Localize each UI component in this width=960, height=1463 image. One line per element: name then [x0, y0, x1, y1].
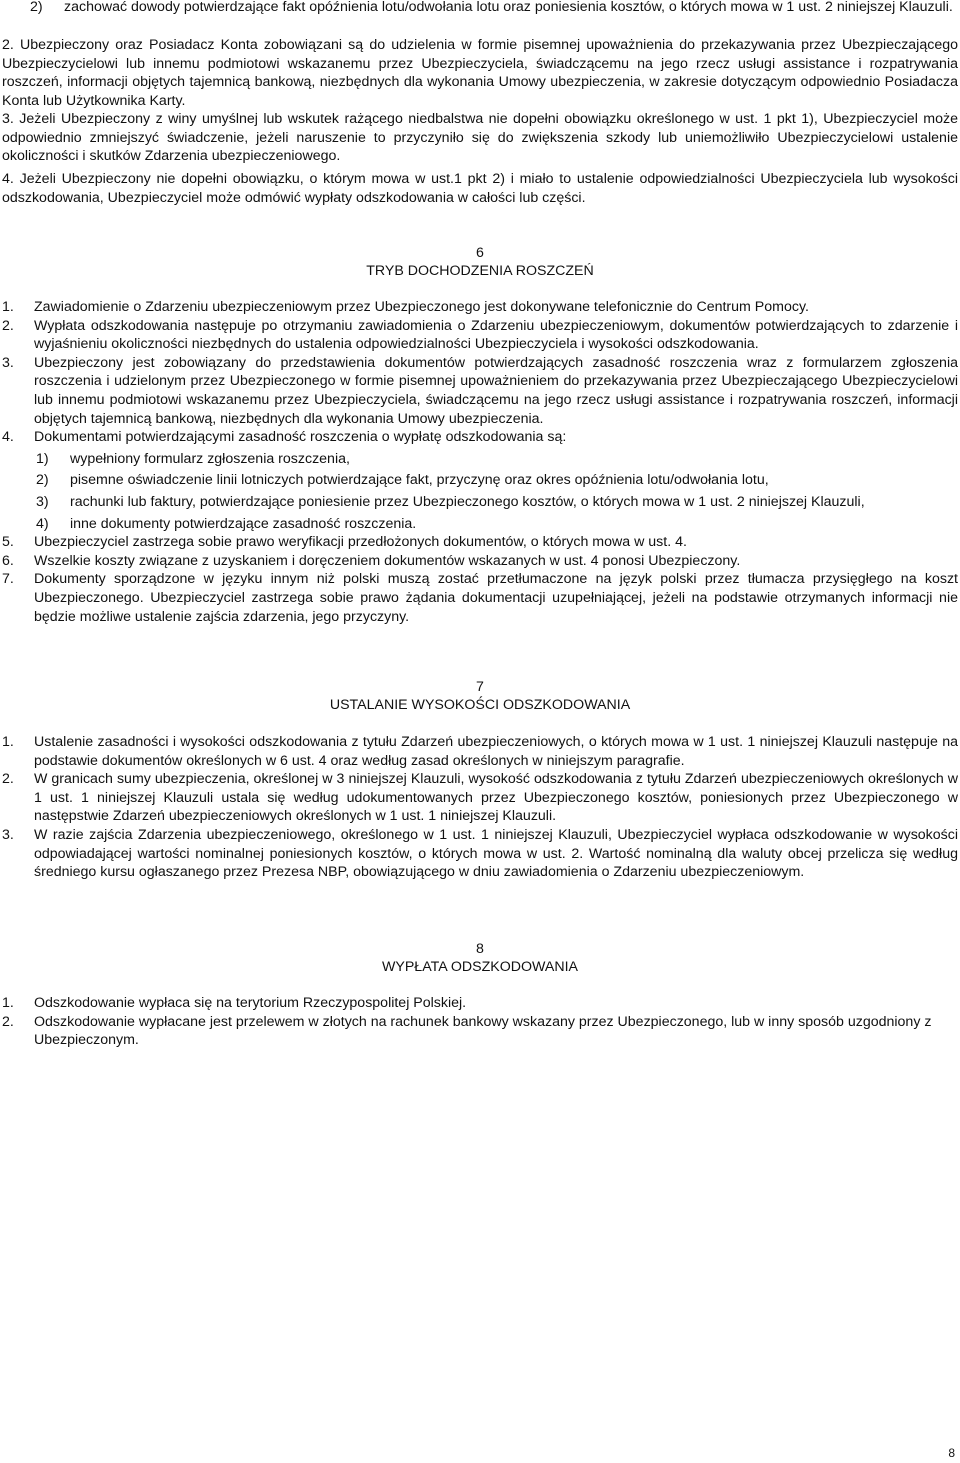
item-number: 1. [2, 734, 14, 750]
item-text: inne dokumenty potwierdzające zasadność roszczenia. [70, 515, 417, 532]
list-item [2, 733, 958, 770]
item-number: 7. [2, 571, 14, 588]
item-number: 6. [2, 552, 14, 569]
item-text: Ubezpieczyciel zastrzega sobie prawo weryfikacji przedłożonych dokumentów, o których mowa w ust. 4. [34, 534, 687, 551]
item-text: Odszkodowanie wypłacane jest przelewem w złotych na rachunek bankowy wskazany przez Ubezpieczonego, lub w inny sposób uzgodniony z Ubezpieczonym. [34, 1013, 932, 1049]
list-item [2, 298, 958, 317]
list-item [2, 428, 958, 447]
item-text: Zawiadomienie o Zdarzeniu ubezpieczeniowym przez Ubezpieczonego jest dokonywane telefonicznie do Centrum Pomocy. [34, 299, 809, 315]
paragraph-3: 3. Jeżeli Ubezpieczony z winy umyślnej lub wskutek rażącego niedbalstwa nie dopełni obowiązku określonego w ust. 1 pkt 1), Ubezpieczyciel może odpowiednio zmniejszyć świadczenie, jeżeli naruszenie to przyczyniło się do zwiększenia szkody lub uniemożliwiło Ubezpieczycielowi ustalenie okoliczności i skutków Zdarzenia ubezpieczeniowego. [2, 111, 958, 165]
item-text: Dokumentami potwierdzającymi zasadność roszczenia o wypłatę odszkodowania są: [34, 429, 567, 446]
sub-list-item [2, 493, 958, 512]
list-item [2, 994, 958, 1013]
item-text: W razie zajścia Zdarzenia ubezpieczeniowego, określonego w 1 ust. 1 niniejszej Klauzuli, Ubezpieczyciel wypłaca odszkodowanie w wysokości odpowiadającej wartości nominalnej poniesionych kosztów, o których mowa w ust. 2. Wartość nominalną dla waluty obcej przelicza się według średniego kursu ogłaszanego przez Prezesa NBP, obowiązującego w dniu zawiadomienia o Zdarzeniu ubezpieczeniowym. [34, 826, 958, 881]
item-number: 4) [36, 515, 49, 532]
list-item [2, 354, 958, 428]
sub-list-item [2, 450, 958, 469]
section-6-title: TRYB DOCHODZENIA ROSZCZEŃ [366, 263, 594, 279]
list-item [2, 770, 958, 826]
list-item [2, 552, 958, 571]
item-number: 2. [2, 1013, 14, 1030]
section-7-title: USTALANIE WYSOKOŚCI ODSZKODOWANIA [329, 697, 631, 713]
item-number: 2) [30, 0, 43, 15]
item-number: 2) [36, 472, 49, 489]
item-text: Odszkodowanie wypłaca się na terytorium Rzeczypospolitej Polskiej. [34, 995, 467, 1011]
item-number: 3. [2, 826, 14, 843]
section-7-list [2, 733, 958, 882]
item-2-continuation [30, 0, 958, 17]
item-text: W granicach sumy ubezpieczenia, określonej w 3 niniejszej Klauzuli, wysokość odszkodowania z tytułu Zdarzeń ubezpieczeniowych określonych w 1 ust. 1 niniejszej Klauzuli ustala się według udokumentowanych przez Ubezpieczonego kosztów, poniesionych przez Ubezpieczonego w następstwie Zdarzeń ubezpieczeniowych określonych w 1 ust. 1 niniejszej Klauzuli. [34, 771, 958, 825]
item-text: wypełniony formularz zgłoszenia roszczenia, [70, 450, 350, 467]
list-item [2, 533, 958, 552]
page-number: 8 [948, 1446, 955, 1460]
item-number: 1) [36, 450, 49, 467]
item-text: zachować dowody potwierdzające fakt opóźnienia lotu/odwołania lotu oraz poniesienia kosztów, o których mowa w 1 ust. 2 niniejszej Klauzuli. [64, 0, 953, 15]
section-8-number: 8 [476, 941, 484, 957]
item-number: 2. [2, 317, 14, 334]
item-number: 1. [2, 299, 14, 315]
item-text: pisemne oświadczenie linii lotniczych potwierdzające fakt, przyczynę oraz okres opóźnienia lotu/odwołania lotu, [70, 472, 769, 489]
item-number: 3) [36, 493, 49, 510]
list-item [2, 317, 958, 354]
item-text: Ustalenie zasadności i wysokości odszkodowania z tytułu Zdarzeń ubezpieczeniowych, o których mowa w 1 ust. 1 niniejszej Klauzuli następuje na podstawie dokumentów określonych w 6 ust. 4 oraz według zasad określonych w niniejszym paragrafie. [34, 734, 958, 769]
section-8-title: WYPŁATA ODSZKODOWANIA [381, 959, 579, 975]
list-item [2, 570, 958, 626]
item-number: 4. [2, 429, 14, 446]
paragraph-2: 2. Ubezpieczony oraz Posiadacz Konta zobowiązani są do udzielenia w formie pisemnej upoważnienia do przekazywania przez Ubezpieczającego Ubezpieczycielowi lub innemu podmiotowi wskazanemu przez Ubezpieczyciela, świadczącemu na jego rzecz usługi assistance i rozpatrywania roszczeń, informacji objętych tajemnicą bankową, niezbędnych dla wykonania Umowy ubezpieczenia, w zakresie dotyczącym odpowiednio Posiadacza Konta lub Użytkownika Karty. [2, 37, 958, 109]
item-number: 5. [2, 534, 14, 551]
item-text: Wszelkie koszty związane z uzyskaniem i doręczeniem dokumentów wskazanych w ust. 4 ponosi Ubezpieczony. [34, 552, 741, 569]
item-number: 1. [2, 995, 14, 1011]
item-text: rachunki lub faktury, potwierdzające poniesienie przez Ubezpieczonego kosztów, o których mowa w 1 ust. 2 niniejszej Klauzuli, [70, 493, 865, 510]
section-6-number: 6 [476, 245, 484, 261]
item-number: 2. [2, 771, 14, 788]
item-text: Ubezpieczony jest zobowiązany do przedstawienia dokumentów potwierdzających zasadność roszczenia wraz z formularzem zgłoszenia roszczenia i udzielonym przez Ubezpieczonego w formie pisemnej upoważnieniem do przekazywania przez Ubezpieczającego Ubezpieczycielowi lub innemu podmiotowi wskazanemu przez Ubezpieczyciela, świadczącemu na jego rzecz usługi assistance i rozpatrywania roszczeń, informacji objętych tajemnicą bankową, niezbędnych dla wykonania Umowy ubezpieczenia. [34, 354, 958, 427]
paragraph-4: 4. Jeżeli Ubezpieczony nie dopełni obowiązku, o którym mowa w ust.1 pkt 2) i miało to ustalenie odpowiedzialności Ubezpieczyciela lub wysokości odszkodowania, Ubezpieczyciel może odmówić wypłaty odszkodowania w całości lub części. [2, 171, 958, 206]
section-7-number: 7 [476, 679, 484, 695]
item-text: Wypłata odszkodowania następuje po otrzymaniu zawiadomienia o Zdarzeniu ubezpieczeniowym, dokumentów potwierdzających to zdarzenie i wyjaśnieniu okoliczności niezbędnych do ustalenia odpowiedzialności Ubezpieczyciela i wysokości odszkodowania. [34, 317, 958, 353]
item-text: Dokumenty sporządzone w języku innym niż polski muszą zostać przetłumaczone na język polski przez tłumacza przysięgłego na koszt Ubezpieczonego. Ubezpieczyciel zastrzega sobie prawo żądania dokumentacji uzupełniającej, jeżeli na podstawie otrzymanych informacji nie będzie możliwe ustalenie zajścia zdarzenia, jego przyczyny. [34, 571, 958, 625]
section-8-list [2, 994, 958, 1050]
sub-list-item [2, 515, 958, 534]
item-number: 3. [2, 354, 14, 371]
section-6-list [2, 298, 958, 626]
list-item [2, 826, 958, 882]
sub-list-item [2, 471, 958, 490]
list-item [2, 1013, 958, 1050]
